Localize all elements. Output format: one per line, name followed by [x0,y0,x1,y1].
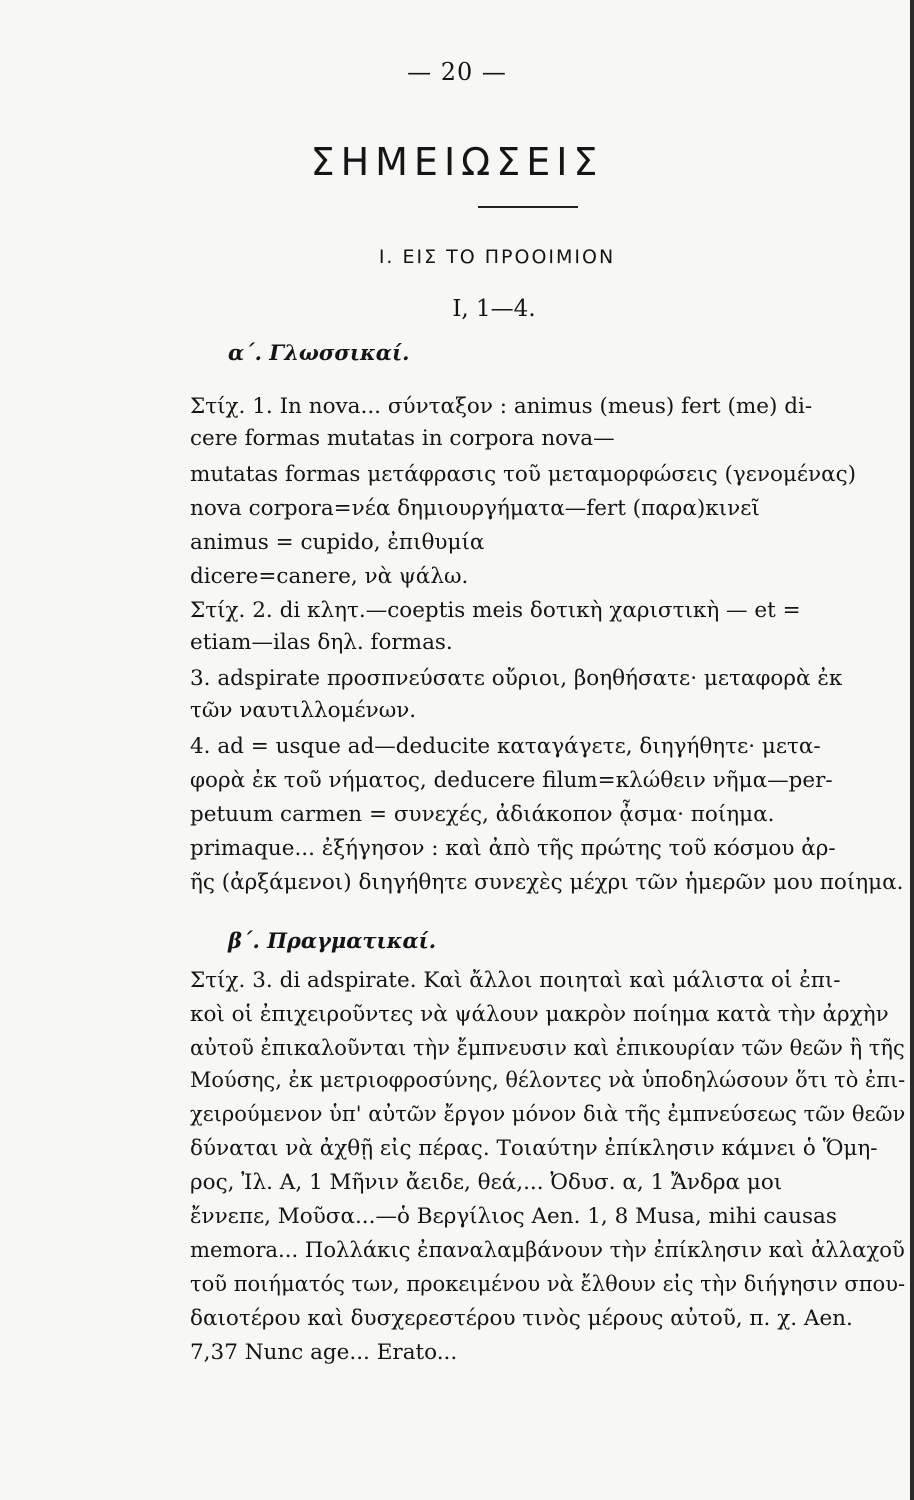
note-line: mutatas formas μετάφρασις τοῦ μεταμορφώσεις (γενομένας) [190,462,857,487]
note-line: petuum carmen = συνεχές, ἀδιάκοπον ᾆσμα· ποίημα. [190,802,775,827]
note-line: 4. ad = usque ad—deducite καταγάγετε, διηγήθητε· μετα- [190,734,821,759]
note-line: memora... Πολλάκις ἐπαναλαμβάνουν τὴν ἐπίκλησιν καὶ ἀλλαχοῦ [190,1238,905,1263]
note-line: τοῦ ποιήματός των, προκειμένου νὰ ἔλθουν εἰς τὴν διήγησιν σπου- [190,1272,906,1297]
note-line: αὐτοῦ ἐπικαλοῦνται τὴν ἔμπνευσιν καὶ ἐπικουρίαν τῶν θεῶν ἢ τῆς [190,1036,905,1061]
note-line: Στίχ. 3. di adspirate. Καὶ ἄλλοι ποιηταὶ καὶ μάλιστα οἱ ἐπι- [190,968,841,993]
note-line: ἔννεπε, Μοῦσα...—ὁ Βεργίλιος Aen. 1, 8 Musa, mihi causas [190,1204,837,1229]
note-line: 3. adspirate προσπνεύσατε οὔριοι, βοηθήσατε· μεταφορὰ ἐκ [190,666,843,691]
note-line: cere formas mutatas in corpora nova— [190,426,615,451]
note-line: 7,37 Nunc age... Erato... [190,1340,458,1365]
note-line: χειρούμενον ὑπ' αὐτῶν ἔργον μόνον διὰ τῆς ἐμπνεύσεως τῶν θεῶν [190,1102,906,1127]
note-line: etiam—ilas δηλ. formas. [190,630,453,655]
page-edge-shadow [910,0,914,1500]
note-line: ῆς (ἀρξάμενοι) διηγήθητε συνεχὲς μέχρι τῶν ἡμερῶν μου ποίημα. [190,870,904,895]
section-title: I. ΕΙΣ ΤΟ ΠΡΟΟΙΜΙΟΝ [378,246,616,268]
note-line: primaque... ἐξήγησον : καὶ ἀπὸ τῆς πρώτης τοῦ κόσμου ἀρ- [190,836,836,861]
note-line: δύναται νὰ ἀχθῇ εἰς πέρας. Τοιαύτην ἐπίκλησιν κάμνει ὁ Ὅμη- [190,1136,878,1161]
note-line: Στίχ. 1. In nova... σύνταξον : animus (meus) fert (me) di- [190,394,813,419]
note-line: δαιοτέρου καὶ δυσχερεστέρου τινὸς μέρους αὐτοῦ, π. χ. Aen. [190,1306,853,1331]
note-line: κοὶ οἱ ἐπιχειροῦντες νὰ ψάλουν μακρὸν ποίημα κατὰ τὴν ἀρχὴν [190,1002,889,1027]
note-line: Στίχ. 2. di κλητ.—coeptis meis δοτικὴ χαριστικὴ — et = [190,598,801,623]
page-number: — 20 — [407,58,507,86]
note-line: ρος, Ἰλ. Α, 1 Μῆνιν ἄειδε, θεά,... Ὀδυσ. α, 1 Ἄνδρα μοι [190,1170,783,1195]
subheading-factual: β΄. Πραγματικαί. [228,928,437,953]
note-line: τῶν ναυτιλλομένων. [190,698,417,723]
note-line: φορὰ ἐκ τοῦ νήματος, deducere filum=κλώθειν νῆμα—per- [190,768,833,793]
title-divider [478,206,578,208]
note-line: animus = cupido, ἐπιθυμία [190,530,485,555]
note-line: Μούσης, ἐκ μετριοφροσύνης, θέλοντες νὰ ὑποδηλώσουν ὅτι τὸ ἐπι- [190,1068,906,1093]
section-reference: I, 1—4. [452,296,536,322]
note-line: nova corpora=νέα δημιουργήματα—fert (παρα)κινεῖ [190,496,760,521]
note-line: dicere=canere, νὰ ψάλω. [190,564,469,589]
subheading-linguistic: α΄. Γλωσσικαί. [228,340,410,365]
page-title: ΣΗΜΕΙΩΣΕΙΣ [310,140,604,184]
